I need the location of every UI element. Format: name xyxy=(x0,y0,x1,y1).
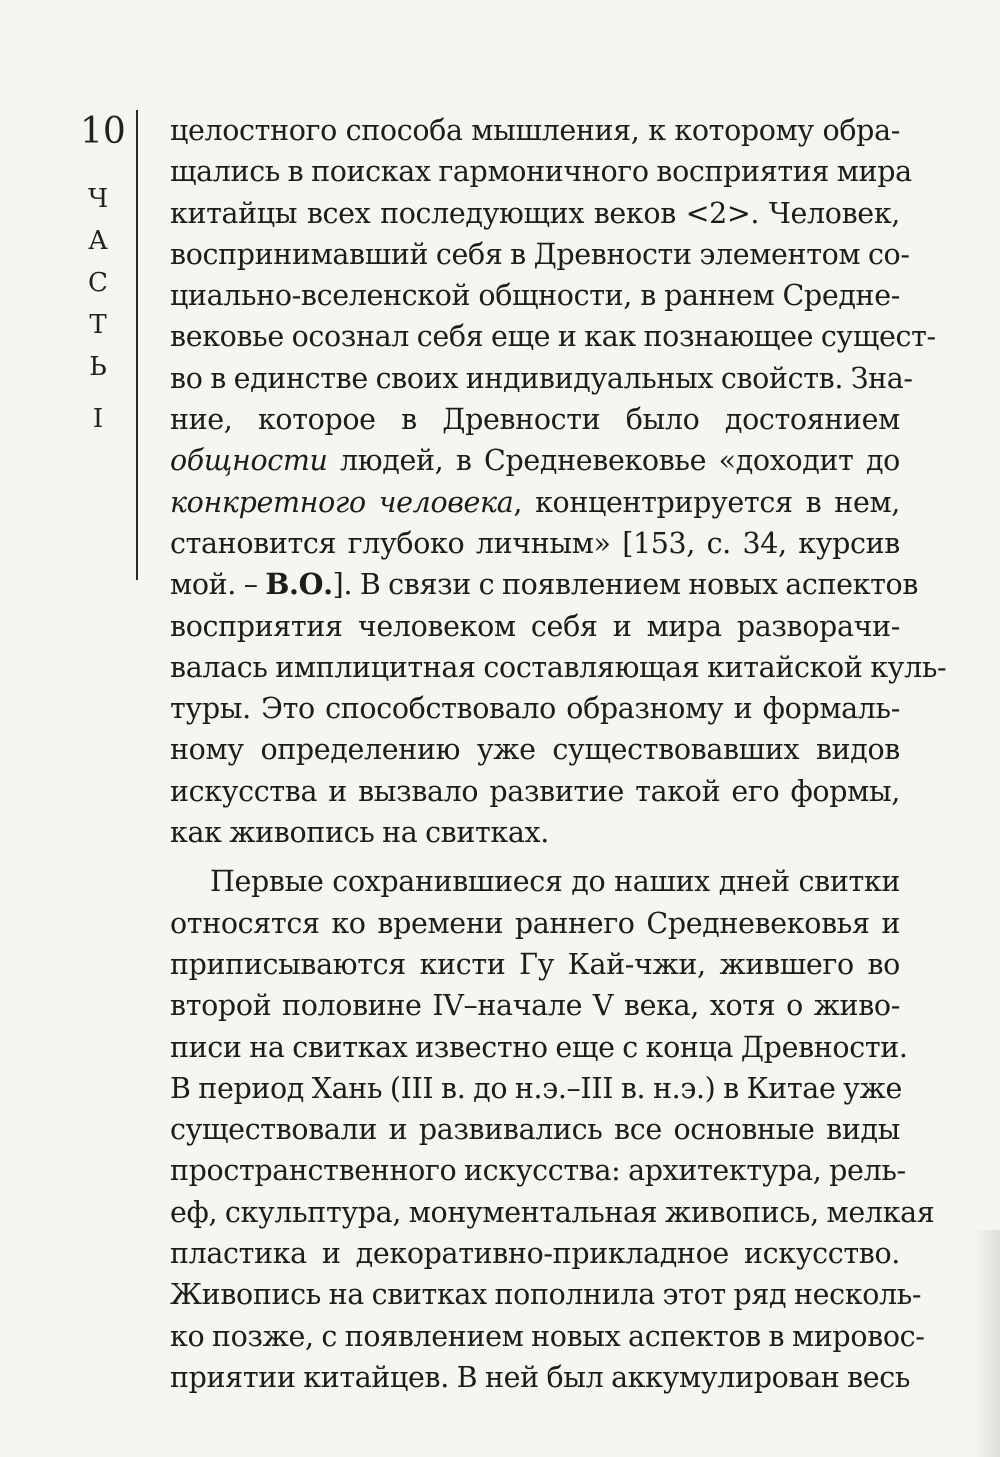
text-line: китайцы всех последующих веков <2>. Человек, xyxy=(170,196,900,230)
text-line xyxy=(170,440,900,481)
text-line xyxy=(170,564,919,605)
text-line: становится глубоко личным» [153, с. 34, курсив xyxy=(170,526,900,560)
text-line: во в единстве своих индивидуальных свойств. Зна- xyxy=(170,361,913,395)
text-line: ному определению уже существовавших видов xyxy=(170,733,900,767)
text-line: пространственного искусства: архитектура, рель- xyxy=(170,1154,906,1188)
paragraph-gap xyxy=(170,853,900,861)
text-line: щались в поисках гармоничного восприятия мира xyxy=(170,155,912,189)
part-label-letter: А xyxy=(88,226,108,256)
text-line: Первые сохранившиеся до наших дней свитки xyxy=(210,865,900,899)
text-line: искусства и вызвало развитие такой его формы, xyxy=(170,774,900,808)
text-line: целостного способа мышления, к которому обра- xyxy=(170,114,900,147)
text-line: ние, которое в Древности было достоянием xyxy=(170,403,900,437)
body-text xyxy=(170,110,947,1398)
part-label-letter: Т xyxy=(89,310,107,340)
text-line: вековье осознал себя еще и как познающее сущест- xyxy=(170,320,936,354)
page-number: 10 xyxy=(80,111,126,152)
text-line: ко позже, с появлением новых аспектов в мировос- xyxy=(170,1319,925,1353)
text-line: существовали и развивались все основные виды xyxy=(170,1113,900,1147)
paragraph-2 xyxy=(170,861,935,1398)
italic-emphasis: конкретного человека xyxy=(170,485,514,519)
text-line: приписываются кисти Гу Кай-чжи, жившего во xyxy=(170,947,900,981)
part-label-letter: Ь xyxy=(89,352,107,382)
text-line: еф, скульптура, монументальная живопись, мелкая xyxy=(170,1195,935,1229)
text-run: ]. В связи с появлением новых аспектов xyxy=(332,568,919,602)
author-initials: В.О. xyxy=(265,567,333,602)
text-run: людей, в Средневековье «доходит до xyxy=(327,444,900,478)
text-line: циально-вселенской общности, в раннем Средне- xyxy=(170,279,900,313)
text-line: пластика и декоративно-прикладное искусство. xyxy=(170,1237,900,1271)
italic-emphasis: общности xyxy=(170,444,328,478)
text-line: валась имплицитная составляющая китайской куль- xyxy=(170,650,947,684)
part-label-letter: Ч xyxy=(87,184,109,214)
text-run: , концентрируется в нем, xyxy=(513,485,900,519)
text-line: второй половине IV–начале V века, хотя о живо- xyxy=(170,989,900,1023)
text-line: Живопись на свитках пополнила этот ряд несколь- xyxy=(170,1278,922,1312)
text-line: восприятия человеком себя и мира разворачи- xyxy=(170,609,900,643)
text-line: приятии китайцев. В ней был аккумулирован весь xyxy=(170,1360,911,1394)
page-edge-shadow xyxy=(974,1230,1000,1457)
text-line: относятся ко времени раннего Средневековья и xyxy=(170,906,900,940)
text-line xyxy=(170,482,900,523)
text-line: как живопись на свитках. xyxy=(170,816,549,850)
text-run: мой. – xyxy=(170,568,266,602)
part-label-letter: С xyxy=(88,268,108,298)
part-label-numeral: I xyxy=(92,404,104,434)
text-line: В период Хань (III в. до н.э.–III в. н.э.) в Китае уже xyxy=(170,1071,902,1105)
part-label xyxy=(78,178,118,440)
text-line: писи на свитках известно еще с конца Древности. xyxy=(170,1030,908,1064)
margin-rule xyxy=(136,110,138,580)
text-line: воспринимавший себя в Древности элементом со- xyxy=(170,237,910,271)
paragraph-1 xyxy=(170,110,947,853)
text-line: туры. Это способствовало образному и формаль- xyxy=(170,692,900,726)
